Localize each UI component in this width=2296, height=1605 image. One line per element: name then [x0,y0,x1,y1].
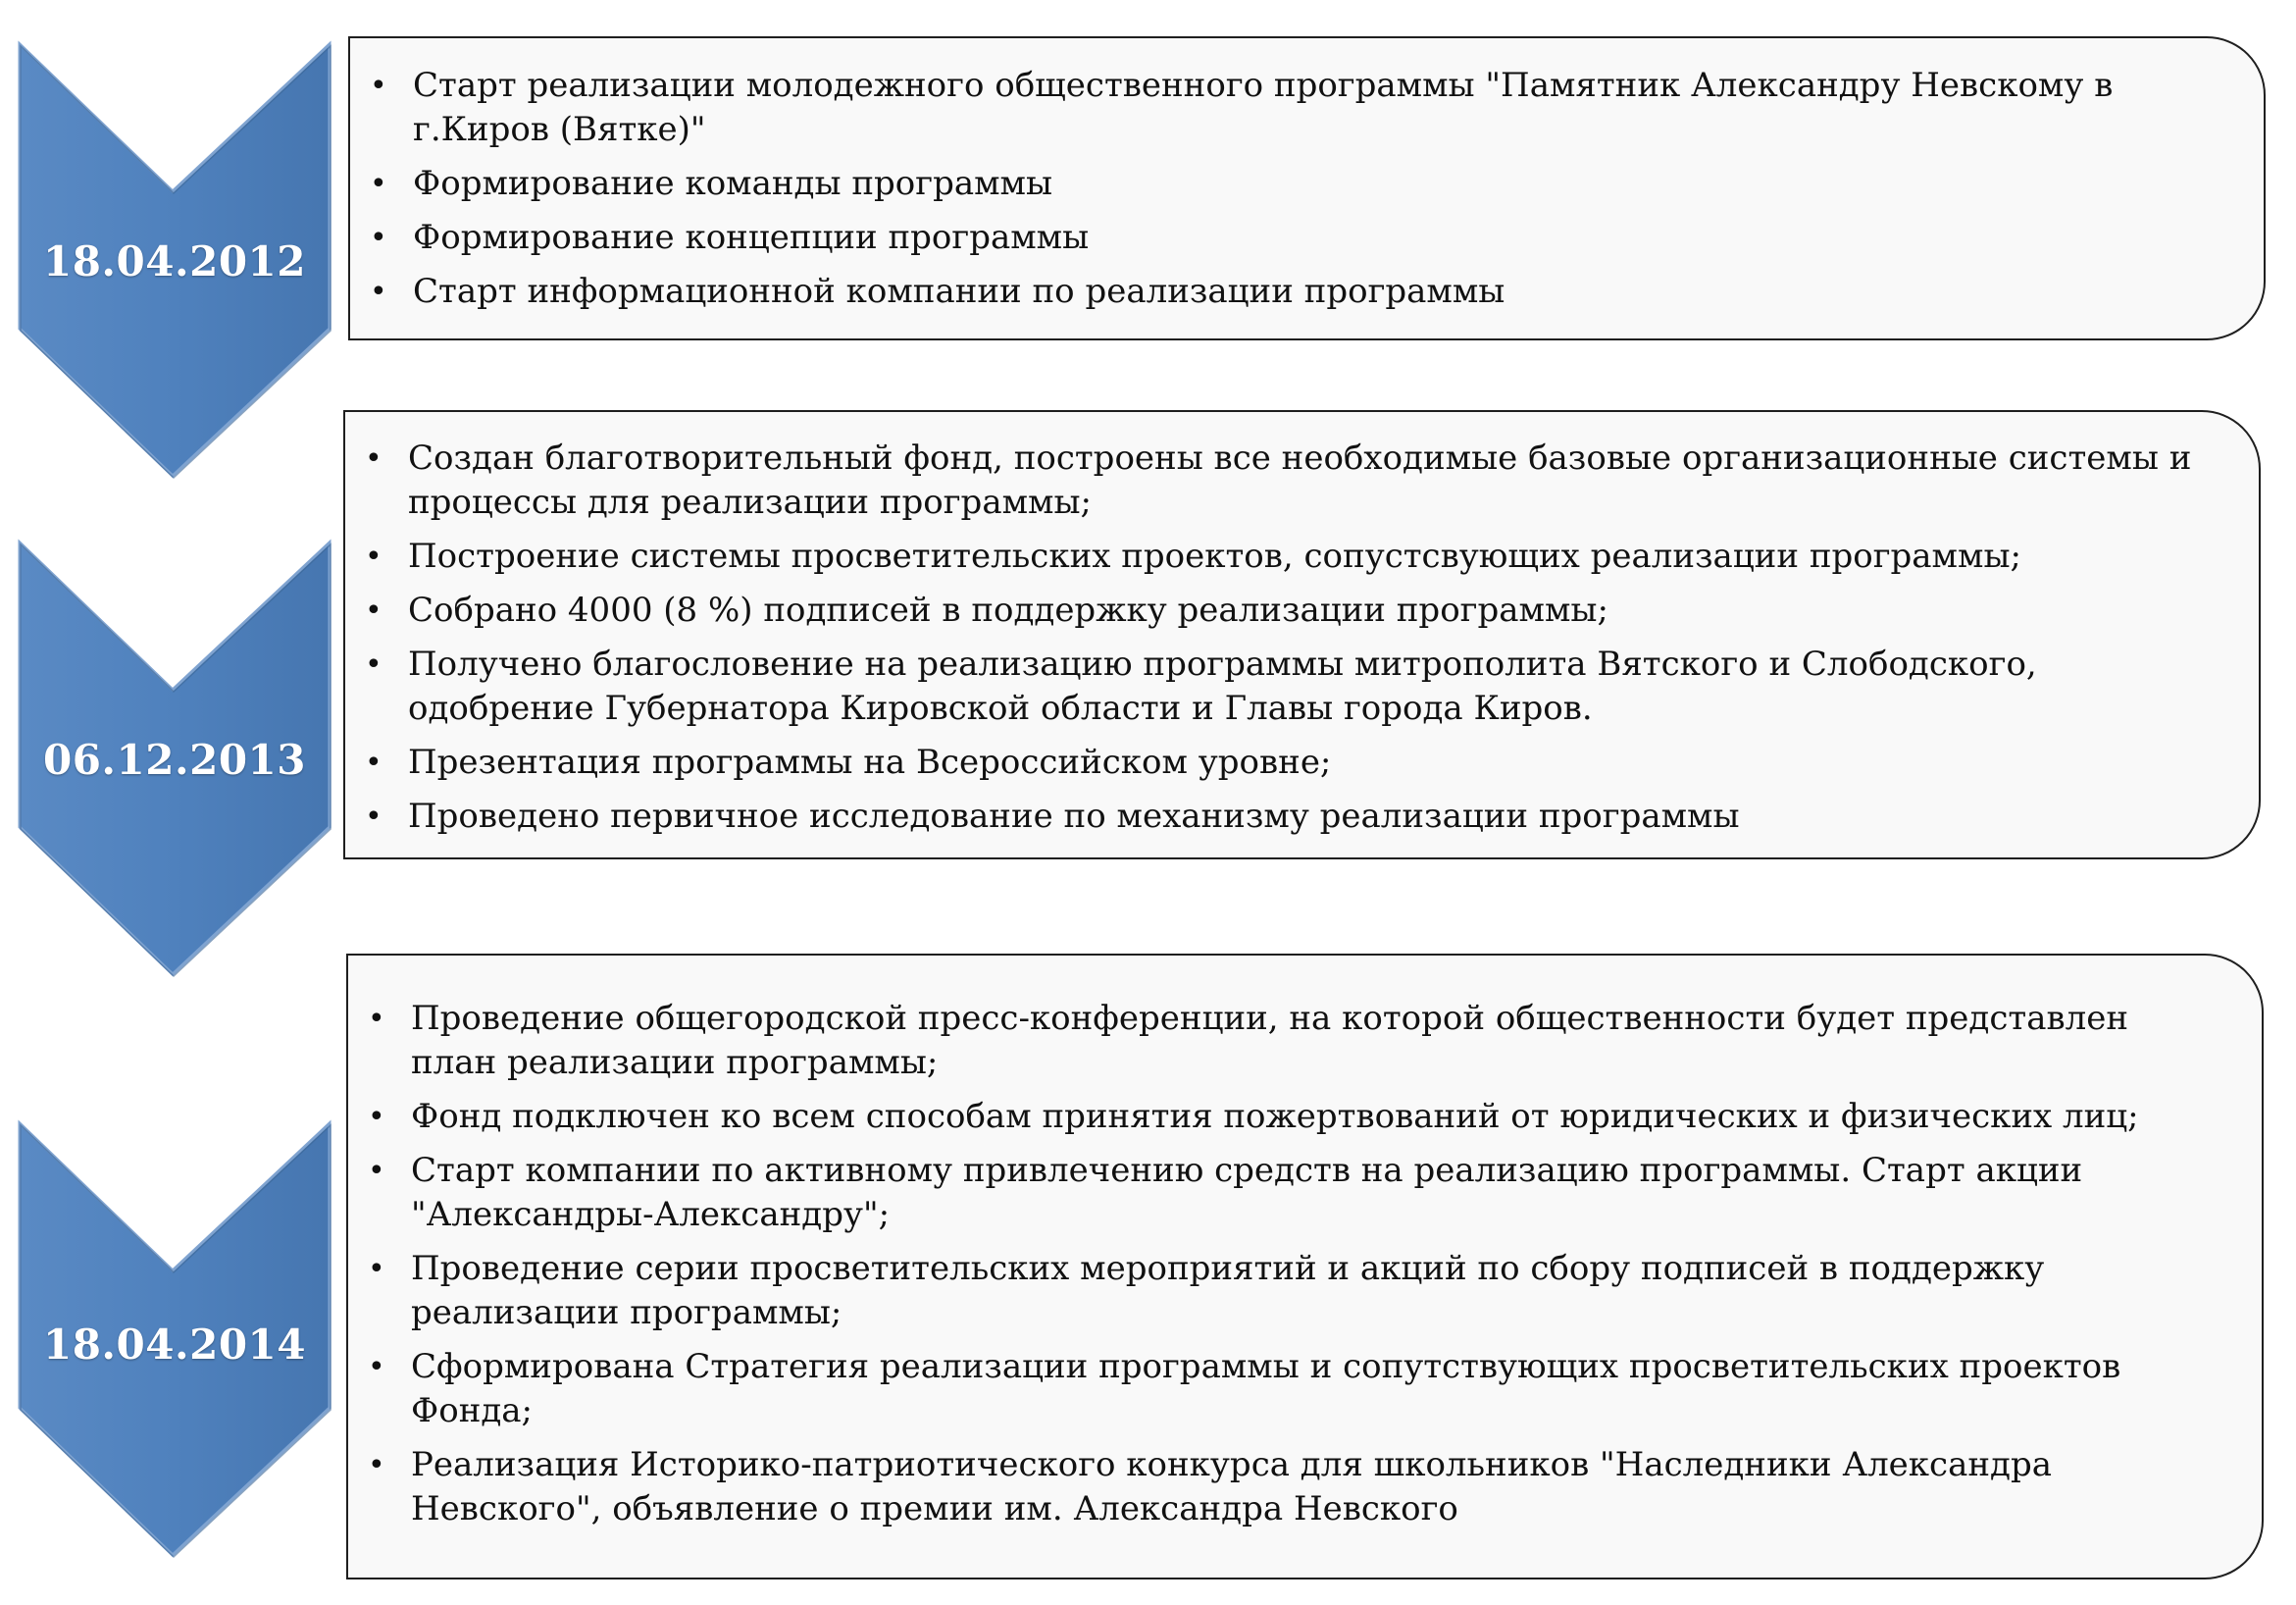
bullet-icon: • [368,1002,385,1036]
milestone-list-3 [348,997,2222,1531]
bullet-icon: • [370,221,387,255]
list-item: • Фонд подключен ко всем способам принятия пожертвований от юридических и физических лиц; [348,1095,2222,1139]
bullet-icon: • [365,647,383,682]
chevron-arrow-2 [18,538,332,979]
list-item: • Старт информационной компании по реализации программы [350,270,2224,314]
chevron-arrow-3 [18,1118,332,1560]
bullet-icon: • [365,746,383,780]
milestone-list-1 [350,64,2224,314]
list-item: • Построение системы просветительских проектов, сопустсвующих реализации программы; [345,535,2219,579]
bullet-icon: • [365,441,383,476]
list-item: • Собрано 4000 (8 %) подписей в поддержку реализации программы; [345,589,2219,633]
list-item: • Реализация Историко-патриотического конкурса для школьников "Наследники Александра Невского", объявление о премии им. Александра Невского [368,1445,2052,1528]
list-item: • Старт компании по активному привлечению средств на реализацию программы. Старт акции "Александры-Александру"; [368,1151,2083,1234]
bullet-icon: • [368,1100,385,1134]
bullet-icon: • [370,69,387,103]
bullet-icon: • [365,594,383,628]
milestone-card-1 [348,36,2266,340]
list-item: • Сформирована Стратегия реализации программы и сопутствующих просветительских проектов Фонда; [368,1347,2121,1430]
bullet-icon: • [365,540,383,574]
milestone-card-2 [343,410,2261,859]
list-item: • Проведение общегородской пресс-конференции, на которой общественности будет представлен план реализации программы; [368,999,2128,1082]
milestone-list-2 [345,437,2219,839]
bullet-icon: • [370,167,387,201]
chevron-arrow-1 [18,39,332,481]
bullet-icon: • [368,1154,385,1188]
list-item: • Старт реализации молодежного общественного программы "Памятник Александру Невскому в г.Киров (Вятке)" [370,66,2114,149]
milestone-card-3 [346,954,2264,1579]
list-item: • Создан благотворительный фонд, построены все необходимые базовые организационные системы и процессы для реализации программы; [365,439,2192,522]
bullet-icon: • [368,1350,385,1384]
bullet-icon: • [370,275,387,309]
list-item: • Презентация программы на Всероссийском уровне; [345,741,2219,785]
date-label-3: 18.04.2014 [42,1320,307,1369]
list-item: • Проведение серии просветительских мероприятий и акций по сбору подписей в поддержку реализации программы; [368,1249,2045,1332]
date-label-1: 18.04.2012 [42,237,307,285]
bullet-icon: • [368,1252,385,1286]
bullet-icon: • [365,800,383,834]
list-item: • Получено благословение на реализацию программы митрополита Вятского и Слободского, одобрение Губернатора Кировской области и Главы города Киров. [365,645,2037,728]
list-item: • Проведено первичное исследование по механизму реализации программы [345,795,2219,839]
list-item: • Формирование концепции программы [350,216,2224,260]
list-item: • Формирование команды программы [350,162,2224,206]
bullet-icon: • [368,1448,385,1482]
date-label-2: 06.12.2013 [42,736,307,784]
